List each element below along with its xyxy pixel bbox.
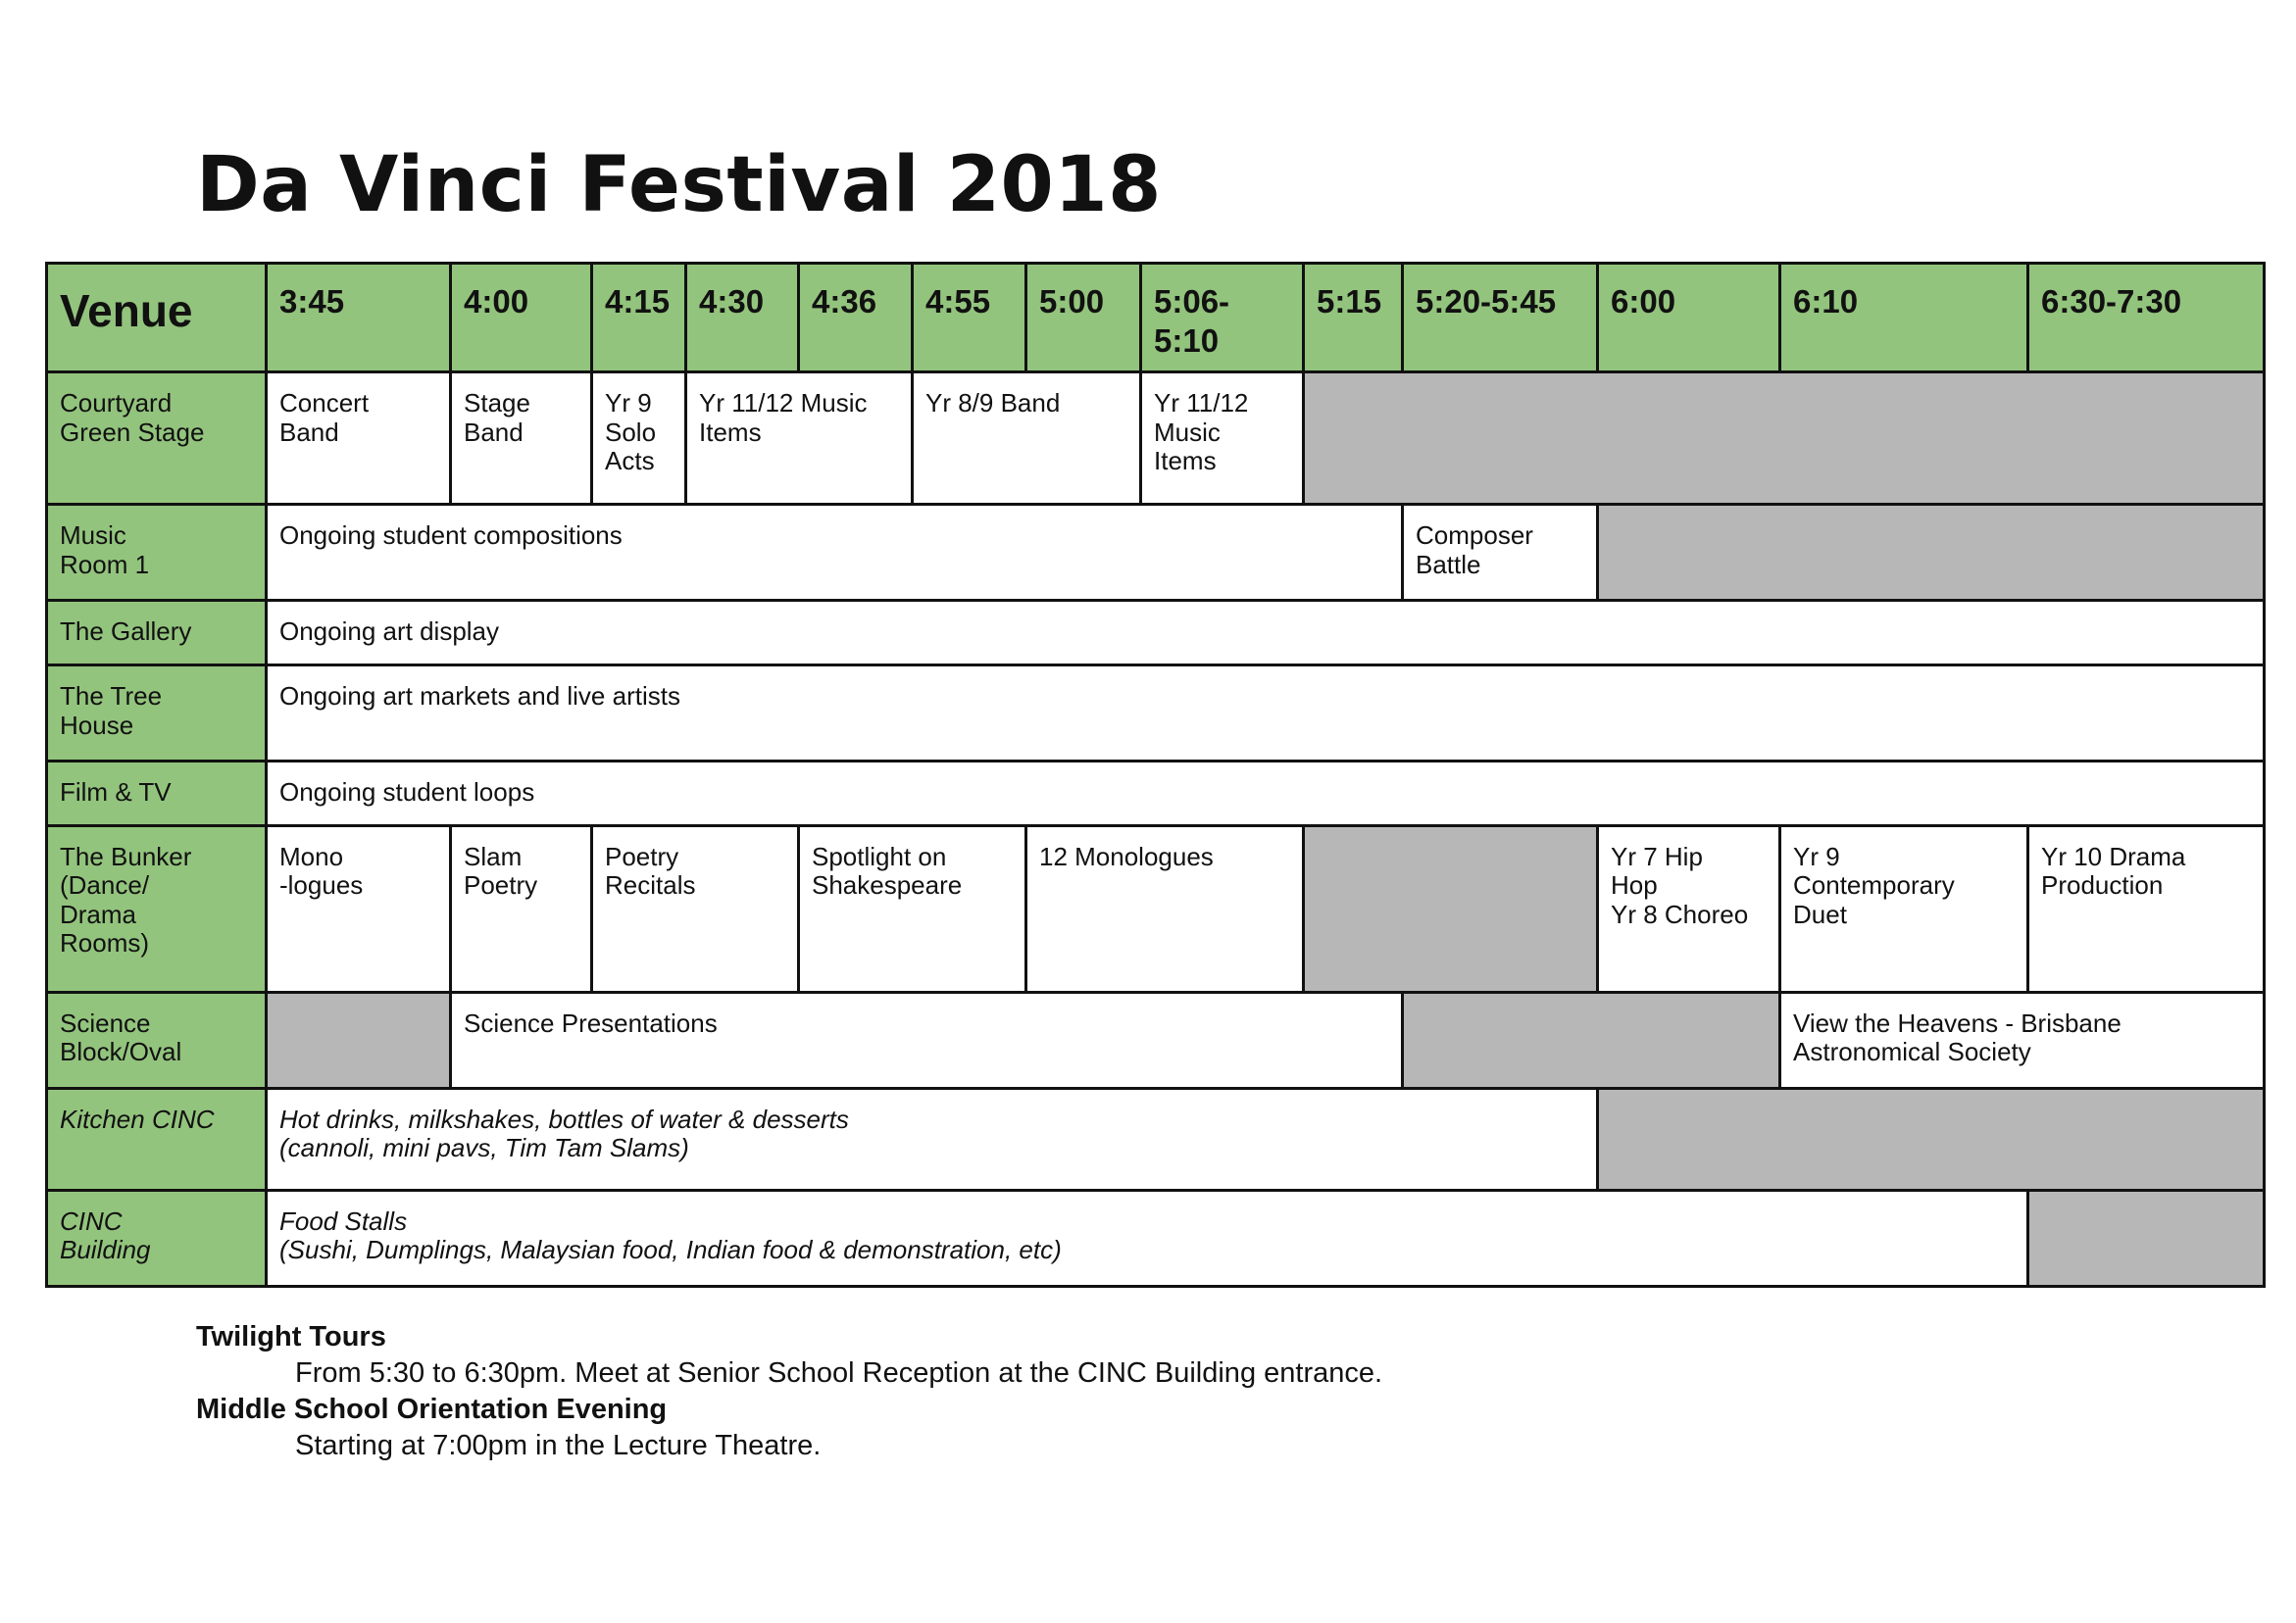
time-header: 4:15: [592, 264, 686, 372]
twilight-tours-text: From 5:30 to 6:30pm. Meet at Senior School Reception at the CINC Building entrance.: [295, 1357, 1383, 1389]
time-header: 5:15: [1304, 264, 1403, 372]
schedule-row-gallery: [47, 601, 2265, 665]
event-cell: Food Stalls (Sushi, Dumplings, Malaysian food, Indian food & demonstration, etc): [267, 1190, 2028, 1286]
schedule-row-kitchen: [47, 1088, 2265, 1190]
venue-cell: Film & TV: [47, 762, 267, 825]
event-cell: Hot drinks, milkshakes, bottles of water & desserts (cannoli, mini pavs, Tim Tam Slams): [267, 1088, 1598, 1190]
page-title: Da Vinci Festival 2018: [196, 141, 1162, 229]
empty-slot: [1304, 825, 1598, 992]
event-cell: Yr 7 Hip Hop Yr 8 Choreo: [1598, 825, 1780, 992]
schedule-row-tree-house: [47, 665, 2265, 762]
event-cell: Yr 9 Solo Acts: [592, 372, 686, 505]
schedule-row-science: [47, 992, 2265, 1088]
schedule-row-bunker: [47, 825, 2265, 992]
event-cell: View the Heavens - Brisbane Astronomical Society: [1780, 992, 2265, 1088]
time-header: 5:20-5:45: [1403, 264, 1598, 372]
venue-cell: Music Room 1: [47, 505, 267, 601]
event-cell: Stage Band: [451, 372, 592, 505]
time-header: 4:55: [913, 264, 1026, 372]
time-header: 5:06- 5:10: [1141, 264, 1304, 372]
time-header: 6:30-7:30: [2028, 264, 2265, 372]
event-cell: Spotlight on Shakespeare: [799, 825, 1026, 992]
schedule-row-courtyard: [47, 372, 2265, 505]
orientation-heading: Middle School Orientation Evening: [196, 1394, 668, 1425]
twilight-tours-heading: Twilight Tours: [196, 1321, 386, 1352]
event-cell: Composer Battle: [1403, 505, 1598, 601]
time-header: 4:30: [686, 264, 799, 372]
time-header: 3:45: [267, 264, 451, 372]
venue-cell: Kitchen CINC: [47, 1088, 267, 1190]
event-cell: Poetry Recitals: [592, 825, 799, 992]
schedule-row-film-tv: [47, 762, 2265, 825]
venue-cell: CINC Building: [47, 1190, 267, 1286]
venue-cell: The Bunker (Dance/ Drama Rooms): [47, 825, 267, 992]
empty-slot: [1403, 992, 1780, 1088]
empty-slot: [267, 992, 451, 1088]
schedule-row-music-room: [47, 505, 2265, 601]
empty-slot: [1598, 1088, 2265, 1190]
event-cell: Yr 11/12 Music Items: [686, 372, 913, 505]
notes-section: [196, 1319, 1382, 1464]
time-header: 6:00: [1598, 264, 1780, 372]
event-cell: Ongoing student loops: [267, 762, 2265, 825]
venue-header: Venue: [47, 264, 267, 372]
venue-cell: Science Block/Oval: [47, 992, 267, 1088]
event-cell: Concert Band: [267, 372, 451, 505]
time-header: 5:00: [1026, 264, 1141, 372]
time-header: 4:36: [799, 264, 913, 372]
empty-slot: [1304, 372, 2265, 505]
venue-cell: The Gallery: [47, 601, 267, 665]
venue-cell: Courtyard Green Stage: [47, 372, 267, 505]
event-cell: 12 Monologues: [1026, 825, 1304, 992]
event-cell: Science Presentations: [451, 992, 1403, 1088]
header-row: [47, 264, 2265, 372]
empty-slot: [1598, 505, 2265, 601]
time-header: 4:00: [451, 264, 592, 372]
event-cell: Ongoing art display: [267, 601, 2265, 665]
empty-slot: [2028, 1190, 2265, 1286]
schedule-row-cinc: [47, 1190, 2265, 1286]
event-cell: Ongoing student compositions: [267, 505, 1403, 601]
event-cell: Slam Poetry: [451, 825, 592, 992]
festival-schedule-table: [45, 262, 2266, 1288]
time-header: 6:10: [1780, 264, 2028, 372]
event-cell: Ongoing art markets and live artists: [267, 665, 2265, 762]
event-cell: Yr 9 Contemporary Duet: [1780, 825, 2028, 992]
event-cell: Yr 11/12 Music Items: [1141, 372, 1304, 505]
event-cell: Yr 8/9 Band: [913, 372, 1141, 505]
event-cell: Mono -logues: [267, 825, 451, 992]
event-cell: Yr 10 Drama Production: [2028, 825, 2265, 992]
orientation-text: Starting at 7:00pm in the Lecture Theatre.: [295, 1430, 822, 1461]
venue-cell: The Tree House: [47, 665, 267, 762]
